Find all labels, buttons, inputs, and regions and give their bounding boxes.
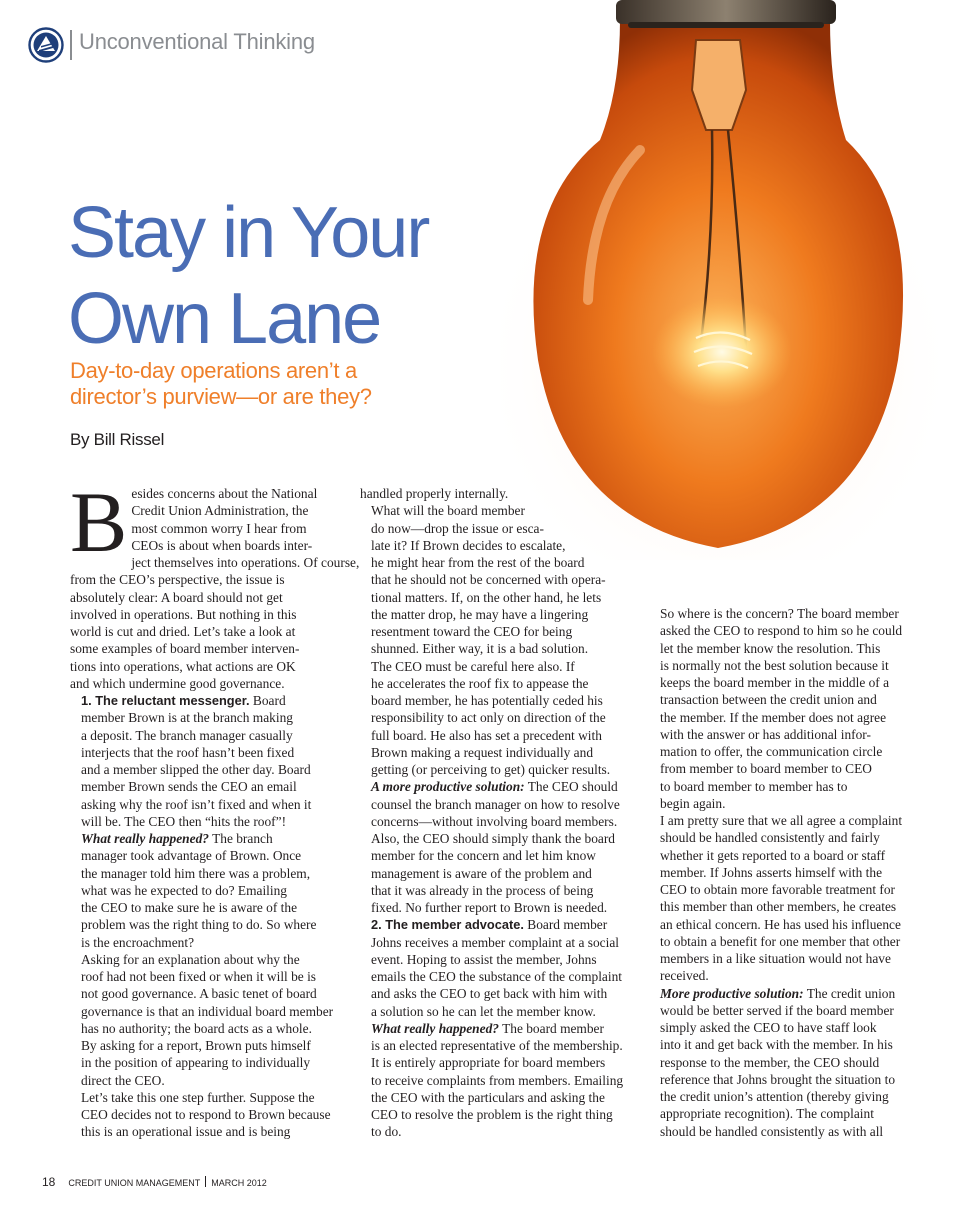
- text-line: will be. The CEO then “hits the roof”!: [81, 813, 287, 829]
- text-line: should be handled consistently as with all: [660, 1123, 884, 1139]
- section-heading: 2. The member advocate.: [371, 917, 524, 933]
- text-line: The board member: [498, 1020, 604, 1036]
- body-paragraph: [70, 830, 338, 951]
- text-line: Let’s take this one step further. Suppose the: [81, 1089, 315, 1105]
- text-line: The branch: [208, 831, 273, 846]
- text-line: event. Hoping to assist the member, Johns: [371, 951, 597, 967]
- text-line: esides concerns about the National: [131, 486, 318, 501]
- text-line: I am pretty sure that we all agree a complaint: [660, 813, 903, 828]
- text-line: handled properly internally.: [360, 486, 509, 501]
- body-paragraph: [70, 951, 338, 1089]
- text-line: member. If Johns asserts himself with the: [660, 864, 883, 880]
- text-line: this is an operational issue and is being: [81, 1124, 291, 1140]
- text-line: from member to board member to CEO: [660, 761, 872, 777]
- text-line: By asking for a report, Brown puts himself: [81, 1038, 311, 1053]
- body-paragraph: [70, 1089, 338, 1141]
- text-line: response to the member, the CEO should: [660, 1054, 880, 1070]
- text-line: he accelerates the roof fix to appease the: [371, 675, 589, 691]
- text-line: management is aware of the problem and: [371, 865, 592, 881]
- text-line-group: [360, 778, 630, 795]
- text-line: whether it gets reported to a board or staff: [660, 847, 886, 863]
- text-line: and a member slipped the other day. Board: [81, 762, 311, 777]
- text-line: fixed. No further report to Brown is needed.: [371, 900, 608, 915]
- text-line: CEO to resolve the problem is the right thing: [371, 1107, 613, 1122]
- text-line: to receive complaints from members. Emailing: [371, 1072, 624, 1088]
- text-line: direct the CEO.: [81, 1072, 165, 1088]
- text-line: full board. He also has set a precedent with: [371, 727, 602, 743]
- text-line-group: [360, 1020, 630, 1037]
- text-line: let the member know the resolution. This: [660, 640, 881, 656]
- run-in-lead: More productive solution:: [660, 985, 804, 1001]
- text-line: So where is the concern? The board member: [660, 606, 899, 621]
- text-line: a solution so he can let the member know.: [371, 1003, 596, 1019]
- text-line: do now—drop the issue or esca-: [371, 520, 544, 536]
- text-line: The CEO should: [524, 779, 618, 795]
- text-line: involved in operations. But nothing in this: [70, 606, 297, 622]
- text-line: roof had not been fixed or when it will be is: [81, 969, 317, 984]
- text-line: and which undermine good governance.: [70, 675, 285, 691]
- text-line: Board member: [523, 917, 608, 933]
- text-line: from the CEO’s perspective, the issue is: [70, 572, 285, 588]
- body-column-2: [360, 485, 630, 1141]
- text-line: It is entirely appropriate for board members: [371, 1055, 606, 1071]
- text-line: that it was already in the process of being: [371, 882, 594, 898]
- text-line: member Brown sends the CEO an email: [81, 779, 297, 795]
- text-line: board member, he has potentially ceded his: [371, 693, 603, 708]
- text-line: is an elected representative of the membership.: [371, 1038, 623, 1053]
- text-line: what was he expected to do? Emailing: [81, 882, 287, 898]
- text-line: the credit union’s attention (thereby giving: [660, 1089, 889, 1104]
- section-heading: 1. The reluctant messenger.: [81, 693, 250, 708]
- body-paragraph: [360, 778, 630, 916]
- text-line: to obtain a benefit for one member that other: [660, 933, 901, 949]
- text-line: in the position of appearing to individually: [81, 1055, 311, 1071]
- body-paragraph: [649, 985, 919, 1140]
- text-line: CEO to obtain more favorable treatment for: [660, 882, 895, 897]
- section-label: Unconventional Thinking: [79, 29, 315, 54]
- body-paragraph: [70, 692, 338, 830]
- text-line: the manager told him there was a problem,: [81, 865, 311, 881]
- text-line: counsel the branch manager on how to resolve: [371, 796, 620, 812]
- text-line: reference that Johns brought the situation to: [660, 1071, 896, 1087]
- text-line: asked the CEO to respond to him so he could: [660, 623, 903, 639]
- text-line: begin again.: [660, 795, 726, 811]
- text-line: the matter drop, he may have a lingering: [371, 606, 589, 622]
- text-line: that he should not be concerned with opera-: [371, 572, 606, 588]
- footer-divider: [205, 1176, 206, 1187]
- article-subtitle: [70, 358, 372, 410]
- text-line: is normally not the best solution because it: [660, 657, 889, 673]
- text-line: tional matters. If, on the other hand, he lets: [371, 589, 602, 605]
- text-line: tions into operations, what actions are OK: [70, 658, 296, 674]
- text-line: most common worry I hear from: [131, 520, 307, 536]
- text-line: into it and get back with the member. In his: [660, 1037, 893, 1053]
- title-line: Stay in Your: [68, 193, 429, 273]
- text-line: he might hear from the rest of the board: [371, 555, 585, 570]
- text-line: this member than other members, he creates: [660, 899, 897, 915]
- page-number: 18: [42, 1175, 56, 1189]
- text-line: resentment toward the CEO for being: [371, 624, 573, 639]
- text-line: should be handled consistently and fairly: [660, 830, 880, 846]
- text-line: transaction between the credit union and: [660, 692, 877, 708]
- text-line: CEOs is about when boards inter-: [131, 537, 313, 553]
- text-line: The credit union: [803, 985, 896, 1001]
- body-column-1: [70, 474, 360, 1141]
- issue-date: MARCH 2012: [211, 1178, 267, 1188]
- text-line: member Brown is at the branch making: [81, 710, 293, 726]
- text-line: the member. If the member does not agree: [660, 709, 887, 725]
- header-divider: [70, 30, 72, 60]
- body-paragraph: [360, 1020, 630, 1141]
- text-line: some examples of board member interven-: [70, 641, 300, 657]
- text-line: appropriate recognition). The complaint: [660, 1106, 874, 1122]
- drop-cap: B: [70, 474, 128, 570]
- text-line: the CEO to make sure he is aware of the: [81, 900, 298, 915]
- body-paragraph: [360, 485, 630, 502]
- text-line: emails the CEO the substance of the complaint: [371, 969, 623, 984]
- title-line: Own Lane: [68, 279, 381, 359]
- body-paragraph: [360, 502, 630, 657]
- text-line: keeps the board member in the middle of a: [660, 675, 890, 690]
- text-line: member for the concern and let him know: [371, 848, 596, 864]
- body-paragraph: [360, 916, 630, 1020]
- text-line: shunned. Either way, it is a bad solution.: [371, 641, 589, 657]
- subtitle-line: Day-to-day operations aren’t a: [70, 358, 357, 383]
- text-line: Asking for an explanation about why the: [81, 951, 300, 967]
- text-line: CEO decides not to respond to Brown because: [81, 1107, 331, 1122]
- text-line: Johns receives a member complaint at a social: [371, 934, 620, 950]
- text-line: manager took advantage of Brown. Once: [81, 848, 302, 864]
- text-line: Brown making a request individually and: [371, 744, 594, 760]
- body-paragraph: [649, 605, 919, 812]
- page-footer: [42, 1175, 267, 1189]
- text-line: not good governance. A basic tenet of board: [81, 986, 317, 1002]
- text-line: late it? If Brown decides to escalate,: [371, 537, 566, 553]
- text-line-group: [649, 985, 919, 1002]
- text-line: interjects that the roof hasn’t been fixed: [81, 744, 295, 760]
- text-line: to board member to member has to: [660, 778, 848, 794]
- text-line-group: [70, 830, 338, 847]
- text-line: The CEO must be careful here also. If: [371, 658, 575, 674]
- text-line: concerns—without involving board members.: [371, 813, 618, 829]
- byline: By Bill Rissel: [70, 430, 165, 449]
- text-line: responsibility to act only on direction of the: [371, 710, 606, 726]
- subtitle-line: director’s purview—or are they?: [70, 384, 372, 409]
- publication-name: CREDIT UNION MANAGEMENT: [68, 1178, 201, 1188]
- text-line: What will the board member: [371, 503, 525, 519]
- text-line: the CEO with the particulars and asking the: [371, 1089, 605, 1105]
- text-line: problem was the right thing to do. So where: [81, 917, 317, 933]
- text-line: and asks the CEO to get back with him with: [371, 986, 608, 1002]
- text-line: asking why the roof isn’t fixed and when it: [81, 796, 312, 812]
- text-line: mation to offer, the communication circle: [660, 744, 883, 759]
- text-line: has no authority; the board acts as a whole.: [81, 1020, 312, 1036]
- text-line: world is cut and dried. Let’s take a look at: [70, 624, 296, 639]
- light-bulb-illustration: [500, 0, 960, 560]
- body-column-3: [649, 605, 919, 1140]
- text-line: Board: [249, 693, 286, 708]
- text-line: governance is that an individual board member: [81, 1003, 334, 1019]
- run-in-lead: What really happened?: [371, 1020, 499, 1036]
- run-in-lead: A more productive solution:: [371, 779, 525, 795]
- text-line: members in a like situation would not have: [660, 951, 891, 966]
- text-line: Also, the CEO should simply thank the board: [371, 831, 615, 846]
- text-line-group: [70, 692, 338, 709]
- text-line: received.: [660, 968, 709, 984]
- run-in-lead: What really happened?: [81, 831, 209, 846]
- text-line: would be better served if the board member: [660, 1002, 894, 1018]
- text-line: Credit Union Administration, the: [131, 503, 309, 519]
- text-line: simply asked the CEO to have staff look: [660, 1020, 877, 1035]
- text-line: is the encroachment?: [81, 934, 195, 950]
- text-line: absolutely clear: A board should not get: [70, 589, 283, 605]
- body-paragraph: [649, 812, 919, 985]
- text-line: with the answer or has additional infor-: [660, 726, 871, 742]
- text-line: ject themselves into operations. Of course,: [131, 555, 360, 570]
- body-paragraph: [360, 658, 630, 779]
- text-line: a deposit. The branch manager casually: [81, 727, 293, 743]
- text-line: an ethical concern. He has used his influence: [660, 916, 901, 932]
- credit-union-logo-icon: [28, 27, 64, 63]
- text-line: to do.: [371, 1124, 402, 1140]
- text-line: getting (or perceiving to get) quicker results.: [371, 762, 611, 777]
- body-paragraph: [70, 474, 360, 692]
- text-line-group: [360, 916, 630, 933]
- article-title: [68, 190, 428, 362]
